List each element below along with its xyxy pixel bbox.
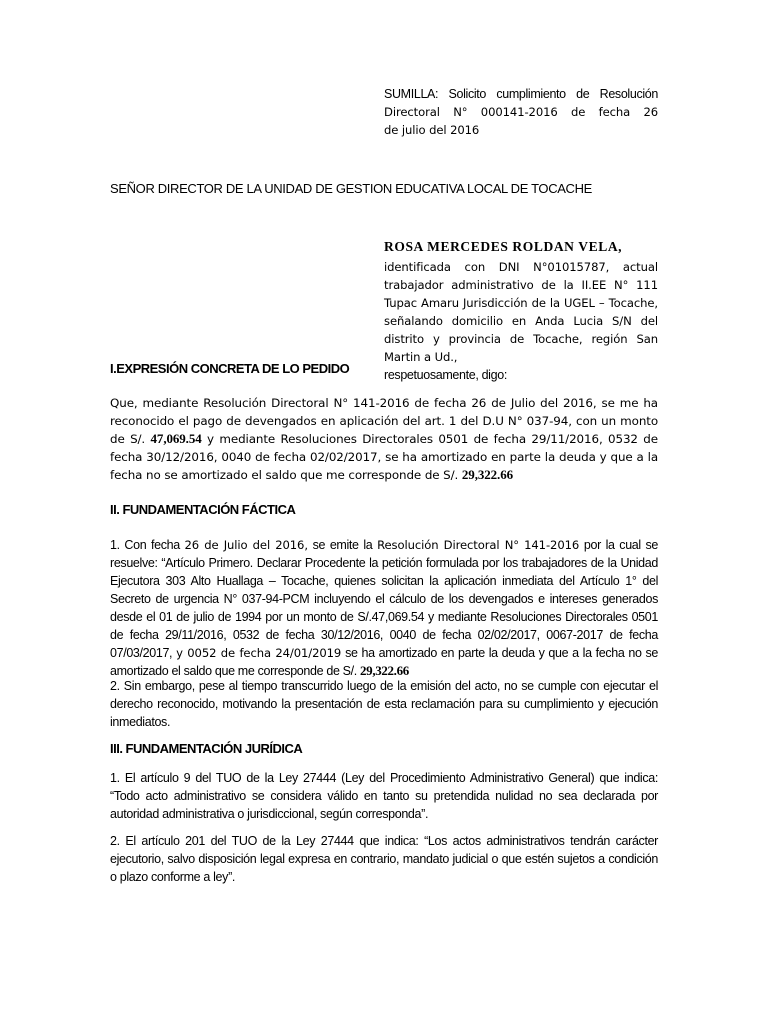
section-1-paragraph bbox=[110, 394, 658, 484]
section-2-p1-text-c: y 0052 de fecha 24/01/2019 bbox=[176, 646, 342, 660]
sumilla-line-2: Directoral N° 000141-2016 de fecha 26 bbox=[384, 105, 658, 119]
sender-closing: respetuosamente, digo: bbox=[384, 368, 507, 382]
section-3-heading: III. FUNDAMENTACIÓN JURÍDICA bbox=[110, 741, 303, 756]
section-2-p1-amount: 29,322.66 bbox=[360, 663, 409, 678]
sumilla-line-3: de julio del 2016 bbox=[384, 123, 480, 137]
section-2-p1-text-d: se ha amortizado en parte la deuda y que a la fecha no se amortizado el saldo que me corresponde de S/. bbox=[110, 646, 659, 678]
section-2-p1-date: 26 de Julio del 2016, bbox=[184, 538, 308, 552]
sender-body: identificada con DNI N°01015787, actual trabajador administrativo de la II.EE N° 111 Tupac Amaru Jurisdicción de la UGEL – Tocache, señalando domicilio en Anda Lucia S/N del distrito y provincia de Tocache, región San Martin a Ud., bbox=[384, 260, 658, 364]
addressee-line: SEÑOR DIRECTOR DE LA UNIDAD DE GESTION EDUCATIVA LOCAL DE TOCACHE bbox=[110, 181, 592, 196]
section-1-amount-2: 29,322.66 bbox=[461, 467, 514, 482]
section-2-paragraph-1 bbox=[110, 536, 658, 680]
section-3-paragraph-2: 2. El artículo 201 del TUO de la Ley 27444 que indica: “Los actos administrativos tendrán carácter ejecutorio, salvo disposición legal expresa en contrario, mandato judicial o que estén sujetos a condición o plazo conforme a ley”. bbox=[110, 834, 658, 884]
section-2-p1-text-b: por la cual se resuelve: “Artículo Primero. Declarar Procedente la petición formulada por los trabajadores de la Unidad Ejecutora 303 Alto Huallaga – Tocache, quienes solicitan la aplicación inmediata del Artículo 1° del Secreto de urgencia N° 037-94-PCM incluyendo el cálculo de los devengados e intereses generados desde el 01 de julio de 1994 por un monto de S/.47,069.54 y mediante Resoluciones Directorales 0501 de fecha 29/11/2016, 0532 de fecha 30/12/2016, 0040 de fecha 02/02/2017, 0067-2017 de fecha 07/03/2017, bbox=[110, 538, 659, 660]
sumilla-block bbox=[384, 85, 658, 139]
section-2-p1-text-a: se emite la bbox=[312, 538, 373, 552]
sender-name: ROSA MERCEDES ROLDAN VELA, bbox=[384, 239, 623, 254]
section-2-p1-num: 1. Con fecha bbox=[110, 538, 180, 552]
section-1-text-b: y mediante Resoluciones Directorales 0501 de fecha 29/11/2016, 0532 de fecha 30/12/2016, 0040 de fecha 02/02/2017, se ha amortizado en parte la deuda y que a la fecha no se amortizado el saldo que me corresponde de S/. bbox=[110, 432, 658, 482]
sender-block bbox=[384, 238, 658, 384]
section-3-paragraph-1: 1. El artículo 9 del TUO de la Ley 27444 (Ley del Procedimiento Administrativo General) que indica: “Todo acto administrativo se considera válido en tanto su pretendida nulidad no sea declarada por autoridad administrativa o jurisdiccional, según corresponda”. bbox=[110, 771, 658, 821]
section-2-heading: II. FUNDAMENTACIÓN FÁCTICA bbox=[110, 502, 296, 517]
section-1-heading: I.EXPRESIÓN CONCRETA DE LO PEDIDO bbox=[110, 361, 350, 376]
section-1-text-a: Que, mediante Resolución Directoral N° 141-2016 de fecha 26 de Julio del 2016, se me ha reconocido el pago de devengados en aplicación del art. 1 del D.U N° 037-94, con un monto de S/. bbox=[110, 396, 658, 446]
section-2-p1-resolution: Resolución Directoral N° 141-2016 bbox=[377, 538, 580, 552]
sumilla-line-1: SUMILLA: Solicito cumplimiento de Resolución bbox=[384, 87, 658, 101]
section-1-amount-1: 47,069.54 bbox=[150, 431, 202, 446]
section-2-paragraph-2: 2. Sin embargo, pese al tiempo transcurrido luego de la emisión del acto, no se cumple con ejecutar el derecho reconocido, motivando la presentación de esta reclamación para su cumplimiento y ejecución inmediatos. bbox=[110, 679, 658, 729]
